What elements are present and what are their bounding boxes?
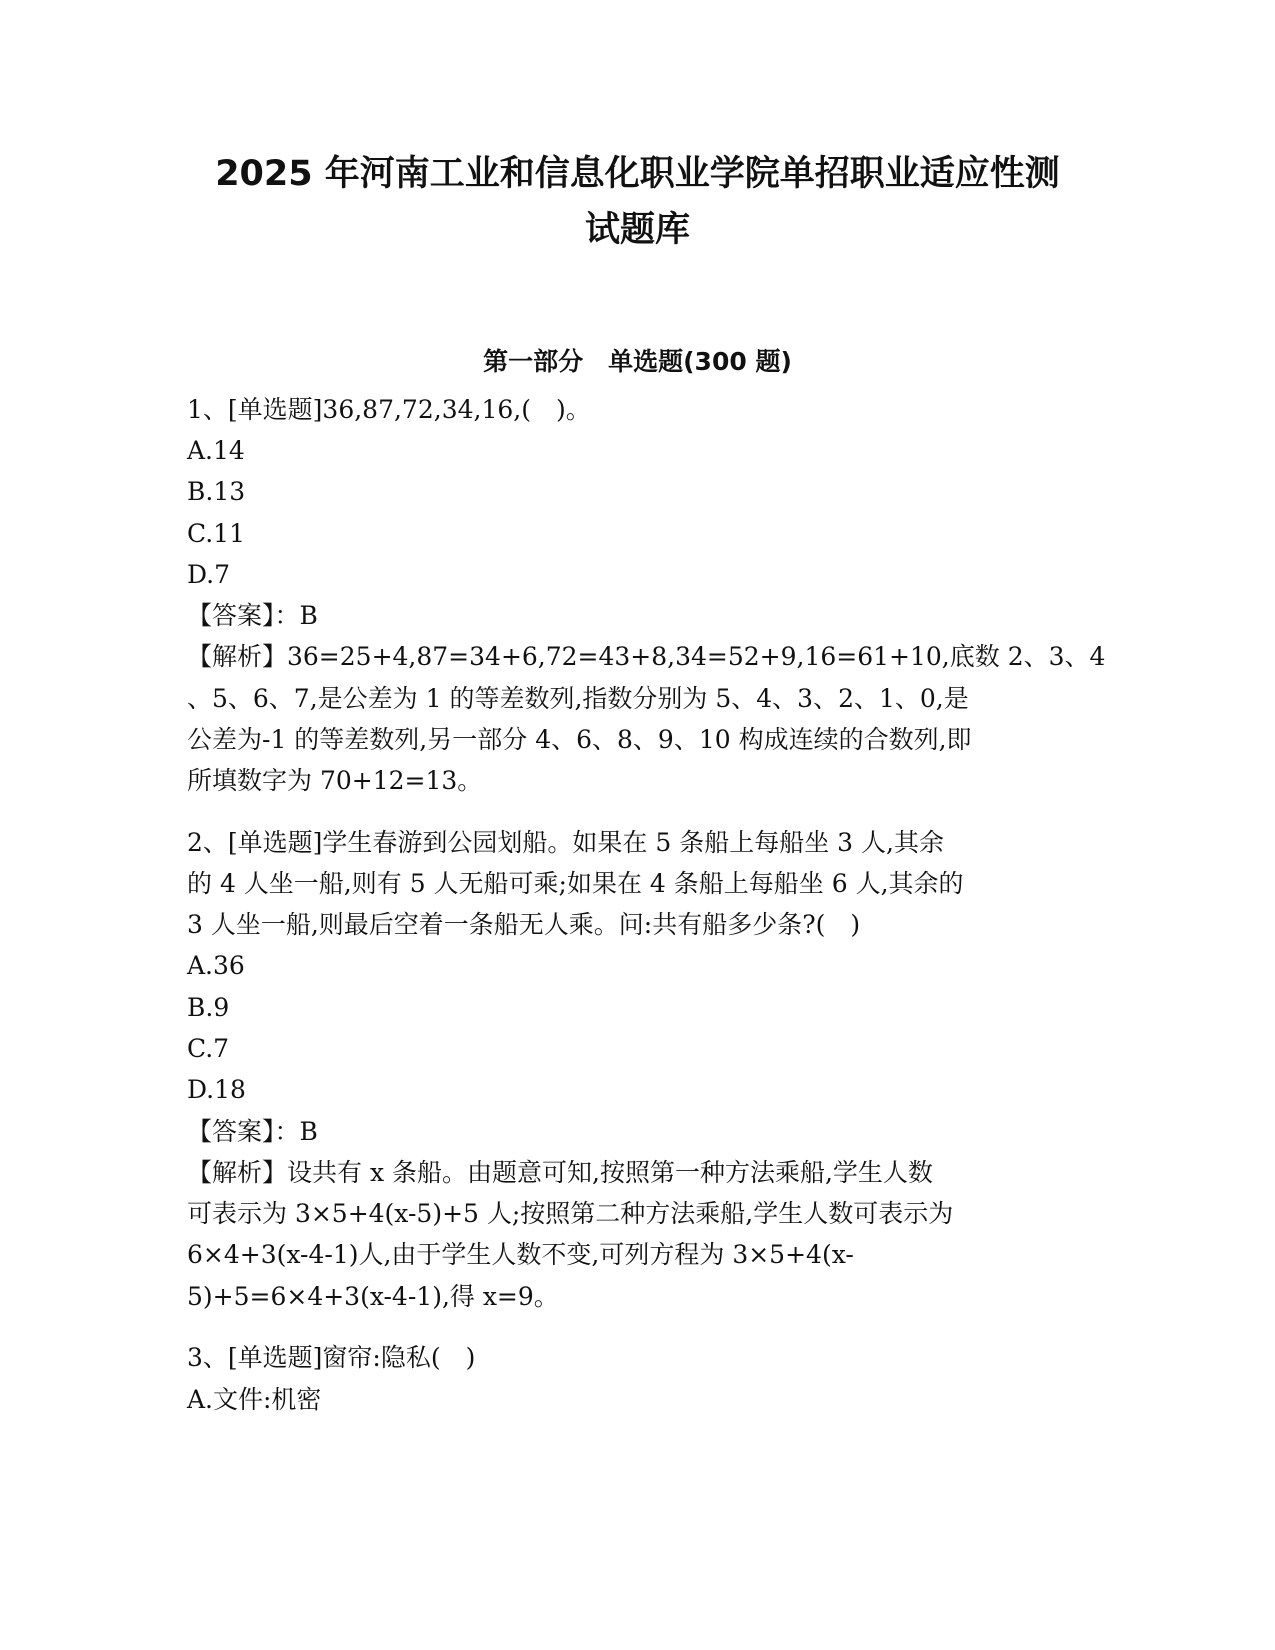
answer: 【答案】：B: [187, 1117, 318, 1146]
option-a: A.文件:机密: [187, 1385, 322, 1414]
option-c: C.11: [187, 519, 245, 548]
question-stem: 1、[单选题]36,87,72,34,16,( )。: [187, 395, 591, 424]
analysis-line: 、5、6、7,是公差为 1 的等差数列,指数分别为 5、4、3、2、1、0,是: [187, 684, 969, 713]
question-stem-line: 3 人坐一船,则最后空着一条船无人乘。问:共有船多少条?( ): [187, 910, 861, 939]
analysis-line: 5)+5=6×4+3(x-4-1),得 x=9。: [187, 1282, 559, 1311]
option-a: A.14: [187, 436, 245, 465]
analysis-line: 【解析】设共有 x 条船。由题意可知,按照第一种方法乘船,学生人数: [187, 1158, 933, 1187]
option-b: B.13: [187, 477, 246, 506]
option-c: C.7: [187, 1034, 230, 1063]
option-a: A.36: [187, 951, 245, 980]
analysis-line: 可表示为 3×5+4(x-5)+5 人;按照第二种方法乘船,学生人数可表示为: [187, 1199, 954, 1228]
option-b: B.9: [187, 993, 230, 1022]
answer: 【答案】：B: [187, 601, 318, 630]
document-title-line-2: 试题库: [584, 210, 690, 250]
option-d: D.7: [187, 560, 231, 589]
analysis-line: 6×4+3(x-4-1)人,由于学生人数不变,可列方程为 3×5+4(x-: [187, 1240, 854, 1269]
analysis-line: 【解析】36=25+4,87=34+6,72=43+8,34=52+9,16=61+10,底数 2、3、4: [187, 642, 1106, 671]
question-stem-line: 的 4 人坐一船,则有 5 人无船可乘;如果在 4 条船上每船坐 6 人,其余的: [187, 869, 964, 898]
section-heading: 第一部分 单选题(300 题): [483, 347, 792, 376]
document-title-line-1: 2025 年河南工业和信息化职业学院单招职业适应性测: [215, 154, 1060, 194]
question-stem: 3、[单选题]窗帘:隐私( ): [187, 1343, 476, 1372]
option-d: D.18: [187, 1075, 246, 1104]
analysis-line: 所填数字为 70+12=13。: [187, 766, 483, 795]
question-stem-line: 2、[单选题]学生春游到公园划船。如果在 5 条船上每船坐 3 人,其余: [187, 828, 944, 857]
analysis-line: 公差为-1 的等差数列,另一部分 4、6、8、9、10 构成连续的合数列,即: [187, 725, 972, 754]
